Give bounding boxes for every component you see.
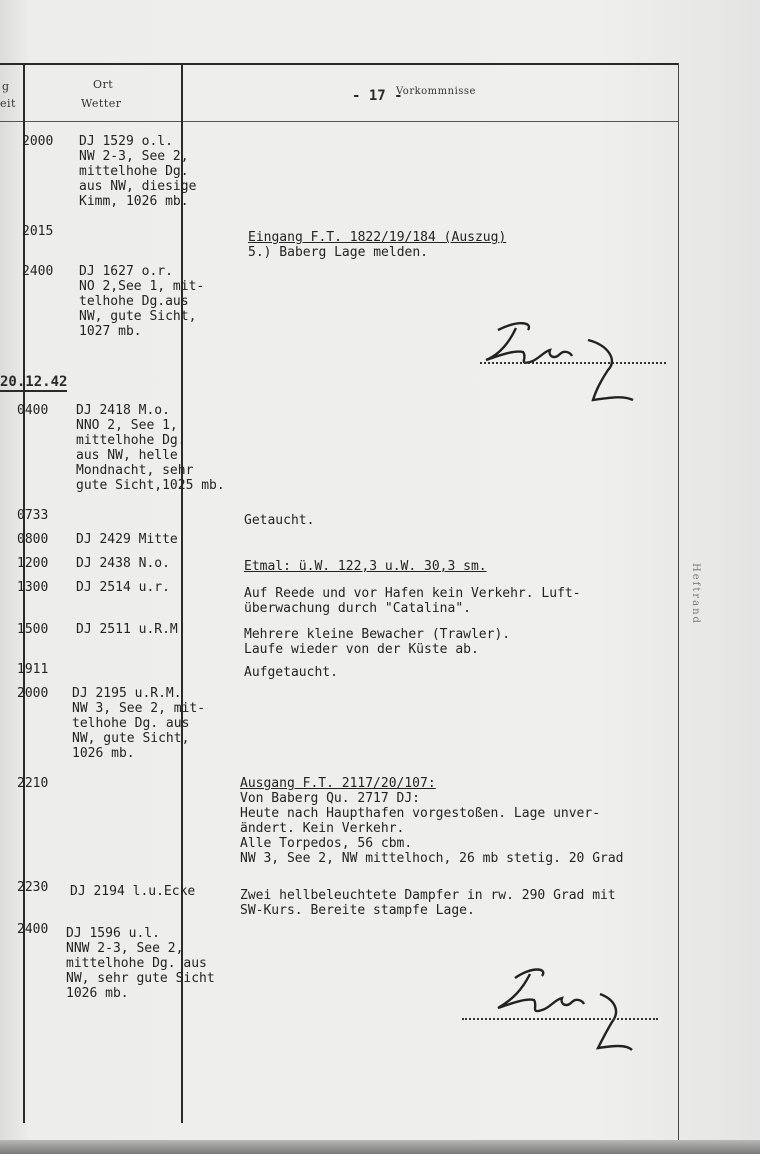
entry-event: Getaucht. [244,513,315,528]
entry-event: Auf Reede und vor Hafen kein Verkehr. Luft- überwachung durch "Catalina". [244,586,581,616]
entry-event: Aufgetaucht. [244,665,338,680]
entry-time: 0400 [17,403,49,418]
entry-event: Ausgang F.T. 2117/20/107: Von Baberg Qu. 2717 DJ: Heute nach Haupthafen vorgestoßen. Lage unver- ändert. Kein Verkehr. Alle Torpedos, 56 cbm. NW 3, See 2, NW mittelhoch, 26 mb stetig. 20 Grad [240,776,624,866]
entry-event-heading: Ausgang F.T. 2117/20/107: [240,776,436,791]
entry-time: 1200 [17,556,49,571]
entry-time: 2000 [17,686,49,701]
signature-1-dotted-line [480,362,666,364]
signature-1 [468,310,668,410]
header-left-bottom: eit [0,97,16,110]
entry-event: Eingang F.T. 1822/19/184 (Auszug) 5.) Baberg Lage melden. [248,230,507,260]
entry-time: 2400 [17,922,49,937]
entry-time: 2230 [17,880,49,895]
entry-event-heading: Eingang F.T. 1822/19/184 (Auszug) [248,230,507,245]
scan-bottom-edge [0,1140,760,1154]
entry-time: 1911 [17,662,49,677]
header-events: Vorkommnisse [396,86,476,97]
side-margin-label: Heftrand [690,563,701,625]
entry-time: 2210 [17,776,49,791]
entry-event [244,559,487,574]
entry-time: 2400 [22,264,54,279]
entry-time: 0733 [17,508,49,523]
entry-place: DJ 1627 o.r. NO 2,See 1, mit- telhohe Dg.aus NW, gute Sicht, 1027 mb. [79,264,205,339]
signature-2 [470,960,670,1060]
entry-place: DJ 1596 u.l. NNW 2-3, See 2, mittelhohe Dg. aus NW, sehr gute Sicht 1026 mb. [66,926,215,1001]
right-margin-rule [678,63,679,1143]
entry-event: Mehrere kleine Bewacher (Trawler). Laufe wieder von der Küste ab. [244,627,511,657]
header-place-top: Ort [93,78,114,91]
entry-place: DJ 2511 u.R.M [76,622,178,637]
entry-time: 2015 [22,224,54,239]
entry-time: 1300 [17,580,49,595]
header-bottom-rule [0,121,678,122]
entry-place: DJ 2429 Mitte [76,532,178,547]
entry-place: DJ 2438 N.o. [76,556,170,571]
entry-place: DJ 1529 o.l. NW 2-3, See 2, mittelhohe Dg. aus NW, diesige Kimm, 1026 mb. [79,134,197,209]
signature-2-dotted-line [462,1018,658,1020]
entry-place: DJ 2195 u.R.M. NW 3, See 2, mit- telhohe Dg. aus NW, gute Sicht, 1026 mb. [72,686,206,761]
page-number: - 17 - [352,88,403,104]
date-line: 20.12.42 [0,374,68,390]
entry-time: 0800 [17,532,49,547]
entry-place: DJ 2194 l.u.Ecke [70,884,196,899]
entry-place: DJ 2514 u.r. [76,580,170,595]
header-left-top: g [2,80,10,93]
header-top-rule [0,63,678,65]
entry-place: DJ 2418 M.o. NNO 2, See 1, mittelhohe Dg. aus NW, helle Mondnacht, sehr gute Sicht,1025 mb. [76,403,225,493]
entry-event: Zwei hellbeleuchtete Dampfer in rw. 290 Grad mit SW-Kurs. Bereite stampfe Lage. [240,888,616,918]
entry-time: 2000 [22,134,54,149]
entry-event-heading: Etmal: ü.W. 122,3 u.W. 30,3 sm. [244,559,487,574]
header-place-bottom: Wetter [81,97,122,110]
entry-time: 1500 [17,622,49,637]
